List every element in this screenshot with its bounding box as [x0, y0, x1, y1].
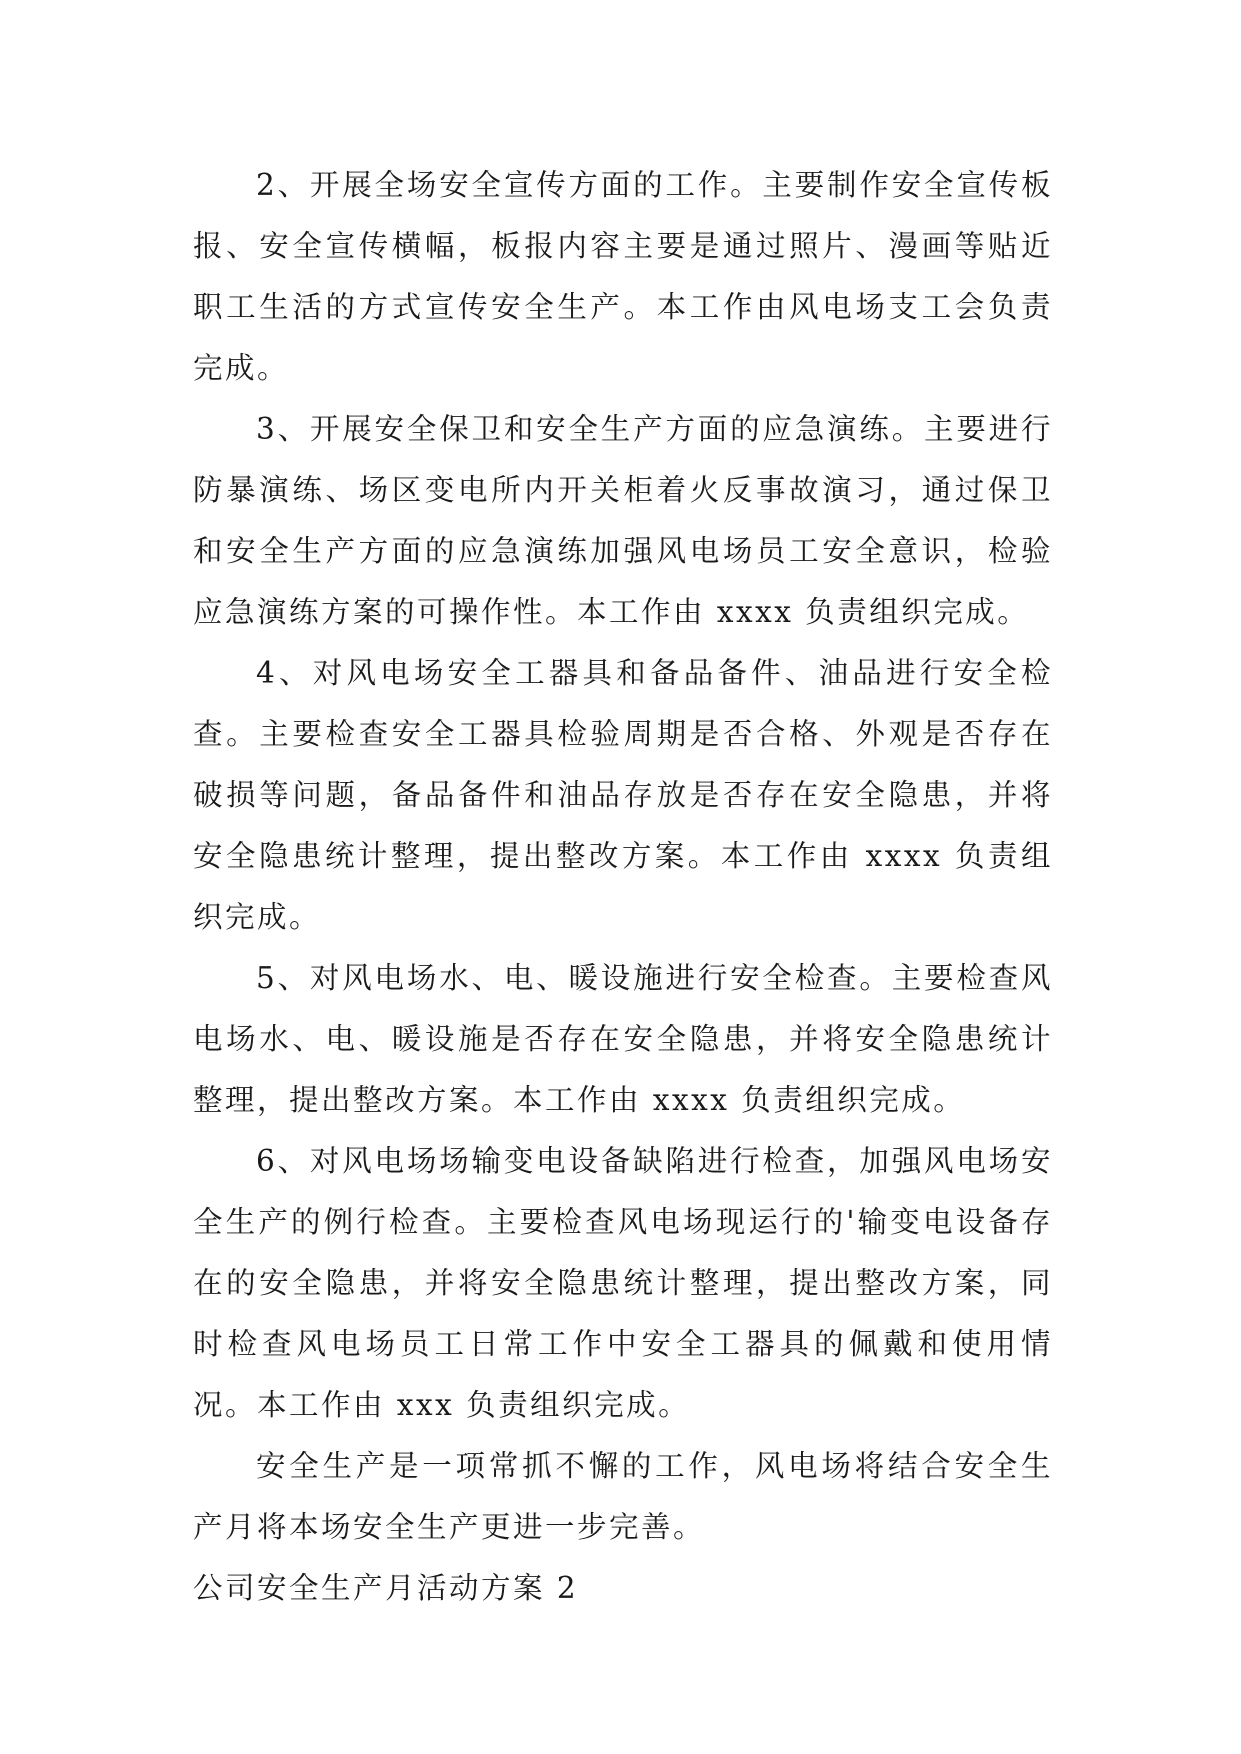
paragraph-item-5: 5、对风电场水、电、暖设施进行安全检查。主要检查风电场水、电、暖设施是否存在安全隐患，并将安全隐患统计整理，提出整改方案。本工作由 xxxx 负责组织完成。	[193, 961, 1053, 1117]
paragraph-item-3: 3、开展安全保卫和安全生产方面的应急演练。主要进行防暴演练、场区变电所内开关柜着火反事故演习，通过保卫和安全生产方面的应急演练加强风电场员工安全意识，检验应急演练方案的可操作性。本工作由 xxxx 负责组织完成。	[193, 412, 1053, 629]
document-body	[193, 155, 1053, 1619]
closing-paragraph: 安全生产是一项常抓不懈的工作，风电场将结合安全生产月将本场安全生产更进一步完善。	[193, 1449, 1053, 1544]
paragraph-item-4: 4、对风电场安全工器具和备品备件、油品进行安全检查。主要检查安全工器具检验周期是否合格、外观是否存在破损等问题，备品备件和油品存放是否存在安全隐患，并将安全隐患统计整理，提出整改方案。本工作由 xxxx 负责组织完成。	[193, 656, 1053, 934]
paragraph-item-2: 2、开展全场安全宣传方面的工作。主要制作安全宣传板报、安全宣传横幅，板报内容主要是通过照片、漫画等贴近职工生活的方式宣传安全生产。本工作由风电场支工会负责完成。	[193, 168, 1053, 385]
section-heading: 公司安全生产月活动方案 2	[193, 1571, 579, 1605]
paragraph-item-6: 6、对风电场场输变电设备缺陷进行检查，加强风电场安全生产的例行检查。主要检查风电场现运行的'输变电设备存在的安全隐患，并将安全隐患统计整理，提出整改方案，同时检查风电场员工日常工作中安全工器具的佩戴和使用情况。本工作由 xxx 负责组织完成。	[193, 1144, 1053, 1422]
